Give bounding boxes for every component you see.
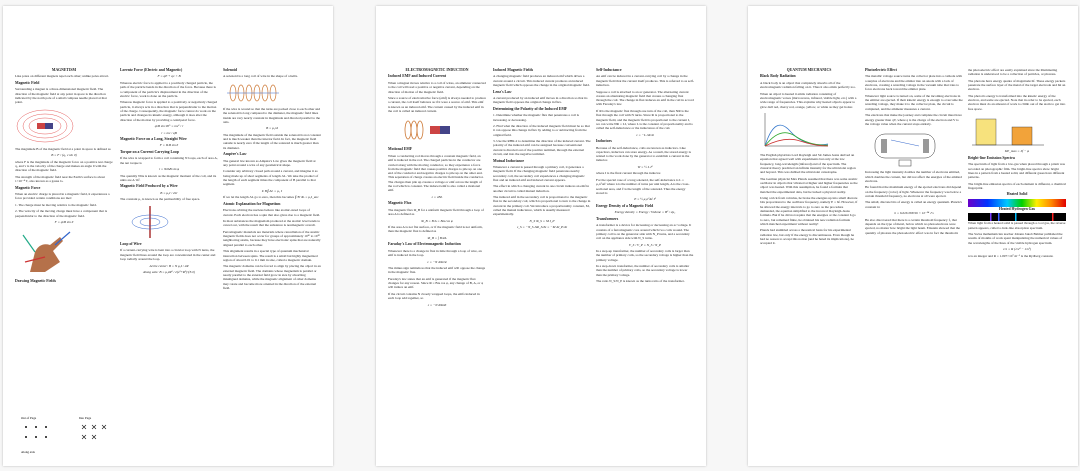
paragraph: A solenoid is a long coil of wire in the shape of a helix.	[223, 74, 298, 79]
heading: Ampère's Law	[223, 152, 247, 157]
lines-spectrum-bar	[968, 213, 1066, 221]
equation: r = mv / qB	[161, 130, 177, 135]
paragraph: 1. Determine whether the magnetic flux that penetrates a coil is increasing or decreasing.	[493, 113, 579, 122]
paragraph: When light from a heated solid is passed through a cool gas, the reverse pattern appears, called a dark-line absorption spectrum.	[968, 221, 1066, 230]
paragraph: Because of the self-inductance, coils are known as inductors. Like capacitors, inductors can store energy. As a result, the stored energy is related to the work done by the generator to establish a current in the inductor.	[596, 145, 691, 163]
heading: Mutual Inductance	[493, 158, 525, 163]
caption: Heated Solid	[1006, 192, 1028, 197]
legend-out-of-page: Out of Page	[21, 416, 37, 420]
paragraph: Using a trick from calculus, he broke the energies up into small discrete bits proportional to the oscillator frequency, namely E = hf. However, if he allowed the energy intervals to go to zero as the procedure demanded, the equation simplified to the incorrect Rayleigh-Jeans formula. But if he did not require that the energies or the constant h go to zero, but remained finite, he obtained his new radiation formula which matched experiment without reality!	[760, 196, 858, 226]
heading: Black Body Radiation	[760, 74, 796, 79]
heading: Magnetic Field Produced by a Wire	[120, 184, 178, 189]
paragraph: For the special case of a long solenoid, the self-inductance is L = μ₀n²Aℓ where n is the number of turns per unit length, A is the cross-sectional area, and ℓ is the length of the solenoid. Thus the energy stored is	[596, 177, 690, 195]
heading: Magnetic Force	[15, 185, 41, 190]
paragraph: where I is the final current through the inductor.	[596, 171, 662, 176]
equation: At the center: B = N μ₀I / 2R	[149, 263, 189, 268]
heading: Torque on a Current Carrying Loop	[120, 149, 179, 154]
continuous-spectrum	[968, 199, 1066, 207]
paragraph: When an electric charge is placed in a magnetic field, it experiences a force provided certain conditions are met:	[15, 192, 110, 201]
heading: Solenoid	[223, 68, 237, 72]
paragraph: A transformer is a device for increasing or decreasing an ac voltage. It consists of a ferromagnetic core around which two coils wound. The primary coil is on the generator side with N_P turns, and a secondary coil on the appliance side with N_S turns.	[596, 223, 692, 241]
equation: N_S Φ_S = M I_P	[529, 218, 555, 223]
paragraph: 1. The charge must be moving relative to the magnetic field.	[15, 202, 97, 207]
blackbody-figure	[760, 111, 858, 151]
paragraph: The constant μ₀ is known as the permeability of free space.	[120, 197, 201, 202]
heading: Photoelectric Effect	[865, 68, 897, 72]
heading: Transformers	[596, 216, 619, 221]
equation: τ = NIAB sin φ	[158, 167, 180, 172]
paragraph: In a step-up transformer, the number of secondary coils is larger than the number of primary coils, so the secondary voltage is higher than the primary voltage.	[596, 249, 694, 262]
equation: qvB sin 90° = mv² / r	[154, 124, 184, 129]
equation: Energy density = Energy / Volume = B² / 2μ₀	[614, 210, 676, 215]
heading: Magnetic Field	[15, 80, 40, 85]
paragraph: The electrons that make the journey and complete the circuit must have energy greater than qV, where q is the charge of the electron and V is the voltage value when the current stops entirely.	[865, 113, 962, 126]
equation: V_S / V_P = N_S / N_P	[628, 242, 662, 247]
continuous-spectrum-bar	[968, 199, 1066, 207]
paragraph: The Swiss mathematician teacher Johann Jakob Balmer published the results of months of work spent manipulating the numerical values of the wavelengths of the lines of the visible hydrogen spectrum.	[968, 232, 1063, 245]
heading: Atomic Explanation for Magnetism	[223, 201, 281, 206]
column-1	[760, 68, 858, 248]
paragraph: The bright-line emission spectra of each element is different, a chemical fingerprint.	[968, 181, 1066, 190]
paragraph: The ratio N_S/N_P is known as the turns ratio of the transformer.	[596, 279, 685, 284]
paragraph: If the area A is not flat surface, or if the magnetic field is not uniform, then the magnetic flux is defined as	[388, 225, 483, 234]
paragraph: Whenever there is a change in flux in time through a loop of wire, an emf is induced in the loop.	[388, 248, 482, 258]
hydrogen-line-spectrum	[968, 213, 1066, 221]
equation: F = ILB sin θ	[159, 143, 179, 148]
paragraph: The magnitude B of the magnetic field at a point in space is defined as	[15, 146, 111, 151]
heading: Faraday's Law of Electromagnetic Induction	[388, 242, 461, 247]
column-2	[865, 68, 963, 237]
paragraph: The photons have energy quanta of magnitude hf. These energy packets penetrate the surface layer of the metal of the target electrode and hit an electron.	[968, 78, 1066, 92]
paragraph: Surrounding a magnet is a three-dimensional magnetic field. The direction of the magnetic field at any point in space is the direction indicated by the north pole of a small compass needle placed at that point.	[15, 87, 107, 105]
paragraph: The magnitude of the magnetic field outside the solenoid is not constant and is much weaker than the interior field. In fact, the magnetic field outside is nearly zero if the length of the solenoid is much greater than its diameter.	[223, 132, 321, 150]
paragraph: The minus sign reminds us that the induced emf will oppose the change in the magnetic flux.	[388, 266, 486, 275]
paragraph: Increasing the light intensity doubles the number of electrons emitted, which doubles the current, but did not affect the energies of the emitted electrons.	[865, 170, 962, 183]
paragraph: The magnetic flux Φ_B for a uniform magnetic field through a loop of area A is defined as	[388, 207, 484, 217]
heading: Self-Inductance	[596, 68, 622, 72]
heading: Lenz's Law	[493, 89, 512, 94]
paragraph: A changing magnetic field produces an induced emf which drives a current around a circuit. This induced current produces an induced magnetic field which opposes the change in the original magnetic field.	[493, 74, 590, 88]
paragraph: When a magnet moves relative to a coil of wires, an ammeter connected to the coil will read a positive or negative current, depending on the direction of motion of the magnetic field.	[388, 80, 486, 94]
equation: h = 6.626 068 96 × 10⁻³⁴ J·s	[894, 211, 934, 216]
paragraph: the photoelectric effect are easily explained since the illuminating radiation is understood to be a collection of particles, or photons.	[968, 68, 1058, 77]
heading: Drawing Magnetic Fields	[15, 278, 56, 283]
column-1	[388, 68, 486, 309]
paragraph: A black body is an object that completely absorbs all of the electromagnetic radiation falling on it. Thus it also emits perfectly too.	[760, 80, 856, 90]
heading: Induced Magnetic Fields	[493, 68, 534, 72]
paragraph: If the wire is wound so that the turns are packed close to each other and the solenoid is long compared to the diameter, the magnetic field lines inside are very nearly constant in magnitude and directed parallel to the axis.	[223, 106, 321, 124]
wire-field-figure	[120, 204, 218, 240]
page-quantum-mechanics	[748, 6, 1078, 466]
paragraph: The German physicist Max Planck assumed that there was some atomic oscillator in objects that vibrated at higher and higher frequencies as the object was heated. With this assumption, he found a formula that matched the experimental data, but he lacked a physical reality.	[760, 176, 858, 194]
column-3	[223, 68, 321, 292]
paragraph: Whenever light source is turned on, some of the incoming electrons in the emitter are ejected. If their kinetic energy is enough to overcome the retarding voltage, they make it to the collector plate, the circuit is completed, and the ammeter measures a current.	[865, 93, 963, 111]
paragraph: If Φ is the magnetic flux through one turn of the coil, then NΦ is the flux through the coil with N turns. Since Φ is proportional to the magnetic field, and the magnetic field is proportional to the current I, we can write NΦ = LI, where L is the constant of proportionality and is called the self-inductance or the inductance of the coil.	[596, 108, 693, 131]
paragraph: The magnetic domains can be forced to align by placing the object in an external magnetic field. The domains whose magnetism is parallel or nearly parallel to the external field grow in size by absorbing misaligned domains, while the magnetic alignment of other domains may rotate and become more oriented in the direction of the external field.	[223, 264, 321, 290]
energy-levels-figure	[968, 113, 1066, 147]
right-hand-figure	[15, 227, 113, 277]
paragraph: The spectrum of light from a low-gas when placed through a prism was recorded on photographic film. The bright-line spectra show bright lines in a pattern from a heated solid, and different gases have different patterns.	[968, 162, 1065, 180]
paragraph: He found that the maximum energy of the ejected electrons did depend on the frequency (color) of light. Whenever the frequency was below a certain threshold frequency, no electrons at all were ejected.	[865, 185, 962, 198]
paragraph: When an object is heated it emits radiation consisting of electromagnetic waves (microwaves, infrared, visible light, etc.) with a wide range of frequencies. This explains why heated objects appear to glow dull red, cherry red, orange, yellow, or white as they get hotter.	[760, 91, 857, 109]
paragraph: The small, discrete bits of energy is called an energy quantum. Planck's constant is:	[865, 200, 962, 209]
section-title: ELECTROMAGNETIC INDUCTION	[405, 68, 469, 72]
field-lines-figure	[15, 107, 113, 145]
paragraph: In a step-down transformer, the number of secondary coils is smaller than the number of primary coils, so the secondary voltage is lower than the primary voltage.	[596, 264, 690, 277]
paragraph: Faraday's law states that an emf is generated if the magnetic flux changes for any reason. Since Φ = BA cos φ, any change of B, A, or φ will induce an emf.	[388, 276, 484, 290]
paragraph: 2. The velocity of the moving charge must have a component that is perpendicular to the direction of the magnetic field.	[15, 209, 108, 218]
out-of-page-dots	[21, 422, 61, 452]
legend-along-axis: Along axis	[21, 450, 35, 454]
paragraph: Planck had stumbled across a theoretical basis for his experimental radiation law, but only if the energy is discontinuous. Even though he had no reason to accept this notion (and he hated its implications), he accepted it.	[760, 228, 855, 246]
paragraph: 2. Find what the direction of the induced magnetic field must be so that it can oppose this change in flux by adding to or subtracting from the original field.	[493, 124, 590, 137]
paragraph: In most substances the magnetism produced at the atomic level tends to cancel out, with the result that the substance is nonmagnetic overall.	[223, 219, 321, 228]
column-2	[493, 68, 591, 232]
paragraph: An emf can be induced in a current-carrying coil by a change in the magnetic field that the current itself produces. This is referred to as self-induction.	[596, 74, 694, 88]
paragraph: n is an integer and R = 1.097×10⁷ m⁻¹ is the Rydberg constant.	[968, 253, 1054, 258]
equation: ε = −N ΔΦ/Δt	[427, 259, 447, 264]
paragraph: Like poles on different magnets repel each other; unlike poles attract.	[15, 74, 109, 79]
into-page-crosses	[79, 422, 119, 452]
paragraph: Since a source of electromotive force (emf) is always needed to produce a current, the coil itself behaves as if it were a source of emf. This emf is known as an induced emf. The current caused by the induced emf in the coil is called an induced current.	[388, 96, 487, 113]
coil-magnet-figure	[388, 115, 486, 145]
paragraph: The induced emf in the secondary coil is proportional to the magnetic flux in the secondary coil, which is proportional to turn to the change in current in the primary coil. We introduce a proportionality constant, M, called the mutual inductance, which is usually measured experimentally.	[493, 195, 591, 217]
section-title: MAGNETISM	[51, 68, 77, 72]
equation: B = μ₀I / 2πr	[160, 190, 178, 195]
paragraph: The metallic voltage source turns the collector plate into a cathode with a surplus of electrons and the emitter into an anode with a lack of electrons, creating a retarding voltage in the vacuum tube that tries to force electrons back toward the emitter plate.	[865, 74, 963, 92]
paragraph: The photon's energy is transformed into the kinetic energy of the electron, and some are ejected. Note that in order to be ejected, each electron must do an amount of work to climb out of the atom to get into free space.	[968, 93, 1066, 111]
column-3	[596, 68, 694, 286]
equation: B = μ₀nI	[266, 126, 278, 131]
equation: F = qvB sin θ	[54, 220, 74, 225]
page-electromagnetic-induction	[376, 6, 706, 466]
heading: Energy Density of a Magnetic Field	[596, 203, 654, 208]
column-1	[15, 68, 113, 285]
paragraph: Whereas electric force is applied to a positively charged particle, the path of the particle bends in the direction of the force. Because there is a component of the particle's displacement in the direction of the electric force, work is done on the particle.	[120, 80, 216, 98]
equation: ε = −N dΦ/dt	[427, 302, 447, 307]
heading: Motional EMF	[388, 147, 413, 152]
paragraph: If the circuit contains N closely wrapped loops, the emfs induced in each loop add together, so	[388, 291, 480, 301]
equation: ε = −L ΔI/Δt	[636, 132, 654, 137]
heading: Lorentz Force (Electric and Magnetic)	[120, 68, 183, 72]
paragraph: Electrons orbiting the nucleus behave like atomic-sized loops of current. Each electron has a spin that also gives rise to a magnetic field.	[223, 208, 321, 217]
column-3	[968, 68, 1066, 260]
caption: Heated Hydrogen Gas	[999, 206, 1035, 211]
paragraph: Suppose a coil is attached to an ac generator. The alternating current creates an alternating magnetic field that creates a changing flux through the coil. The change in flux induces an emf in the coil in accord with Faraday's law.	[596, 89, 694, 107]
equation: Φ_B = B·A = BA cos φ	[421, 218, 453, 223]
paragraph: This alignment results in a special type of quantum mechanical interaction between spins. The result is a small but highly magnetized region of about 0.01 to 0.1 mm in size, called a magnetic domain.	[223, 249, 318, 262]
legend-into-page: Into Page	[79, 416, 92, 420]
heading: Bright-line Emission Spectra	[968, 155, 1015, 160]
heading: Determining the Polarity of the Induced EMF	[493, 106, 568, 111]
paragraph: Whereas magnetic force is applied to a positively or negatively charged particle, it always acts in a direction that is perpendicular to the motion of the charge. Consequently, the magnetic force cannot do work on the particle and changes its kinetic energy, although it does alter the direction of the motion by providing a centripetal force.	[120, 100, 218, 122]
paragraph: Consider any arbitrary closed path around a current, and imagine it as being made up of short segments of length ΔL. We take the product of the length of each segment times the component of B parallel to that segment.	[223, 169, 319, 187]
solenoid-figure	[223, 81, 321, 105]
equation: F = qE + qv × B	[157, 74, 181, 79]
paragraph: If the wire is wrapped to form a coil containing N loops, each of area A, the net torque is	[120, 156, 218, 165]
page-magnetism	[3, 6, 333, 466]
heading: Loop of Wire	[120, 241, 142, 246]
paragraph: The strength of the magnetic field near the Earth's surface is about 1×10⁻⁴ T, also known as a gauss G.	[15, 174, 105, 184]
paragraph: 3. Use the RHR-2 to determine the direction of the induced current. The polarity of the induced emf can be assigned because conventional current is directed out of the positive terminal, through the external circuit, and into the negative terminal.	[493, 139, 591, 157]
equation: B = F / (q₀ v sin θ)	[51, 153, 77, 158]
equation: Σ B∥ ΔL = μ₀ I	[261, 188, 283, 193]
equation: ε = vBL	[431, 194, 443, 199]
paragraph: Ferromagnetic materials are materials where cancellation of the atomic magnetic fields does not occur for groups of approximately 10¹⁶ to 10¹⁹ neighboring atoms, because they have electronic spins that are naturally aligned parallel to each other.	[223, 229, 321, 247]
column-2	[120, 68, 218, 276]
paragraph: He also discovered that there is a certain threshold frequency f₀ that depends on the type of metal, below which no photoelectrons were ejected, no matter how bright the light beam. Einstein showed that the quantity of photons the photoelectric effect was in fact the threshold.	[865, 217, 961, 235]
equation: KE_max = hf − φ	[1004, 149, 1030, 154]
paragraph: If a current-carrying wire is bent into a circular loop with N turns, the magnetic field lines around the loop are concentrated in the center and loop radially around the loop.	[120, 248, 216, 262]
equation: E = ½ μ₀n²Aℓ I²	[634, 197, 656, 202]
paragraph: The effect in which a changing current in one circuit induces an emf in another circuit is called mutual induction.	[493, 184, 590, 193]
paragraph: A current produced by an induced emf moves in a direction so that its magnetic field opposes the original change in flux.	[493, 96, 588, 105]
paragraph: The quantity NIA is known as the magnetic moment of the coil, and its units are A·m².	[120, 173, 217, 182]
equation: W = ½ L I²	[637, 164, 653, 169]
paragraph: Whenever a current is passed through a primary coil, it generates a magnetic field. If the changing magnetic field penetrates nearby secondary coil, the secondary coil experiences a changing magnetic flux and an induced emf and induced current appears.	[493, 165, 585, 182]
section-title: QUANTUM MECHANICS	[786, 68, 832, 72]
equation: Φ_B = ∫ B·dA	[427, 235, 447, 240]
equation: Along axis: B = μ₀IR² / 2(x²+R²)^(3/2)	[142, 269, 196, 274]
paragraph: The general law known as Ampère's Law gives the magnetic field at any point around a wire of any geometrical shape.	[223, 158, 316, 167]
heading: Magnetic Force on a Long, Straight Wire	[120, 136, 187, 141]
photo-tube-figure	[865, 128, 963, 168]
paragraph: When a conducting rod moves through a constant magnetic field, an emf is induced in the rod. The charged particles in the conductor are carried along with the moving conductor, so they experience a force from the magnetic field that causes positive charges to pile up on one end of the conductor and negative charges to pile up on the other end. This separation of charge creates an electric field inside the conductor. The charges then pile up creates a voltage or emf across the length of the rod which is constant. The induced emf is also called a motional emf.	[388, 153, 484, 193]
equation: 1/λ = R (1/2² − 1/n²)	[1003, 247, 1031, 252]
heading: Inductors	[596, 139, 612, 144]
paragraph: where F is the magnitude of the magnetic force on a positive test charge q₀ and v is the velocity of the charge and makes an angle θ with the direction of the magnetic field.	[15, 159, 113, 173]
heading: Magnetic Flux	[388, 201, 412, 206]
heading: Induced EMF and Induced Current	[388, 74, 447, 79]
equation: ε_S = −N_S ΔΦ_S/Δt = −M ΔI_P/Δt	[516, 225, 568, 230]
paragraph: If we let the length ΔL go to zero, then this becomes ∮ B·dL = μ₀I_enc	[223, 195, 319, 200]
paragraph: The English physicists Lord Rayleigh and Sir James Jeans derived an equation that agreed well with experiments but only at the low frequency, long-wavelength (infrared) end of the spectrum. The classical theory predicted an infinite intensity for the ultraviolet region and beyond. This was dubbed the ultraviolet catastrophe.	[760, 153, 856, 175]
